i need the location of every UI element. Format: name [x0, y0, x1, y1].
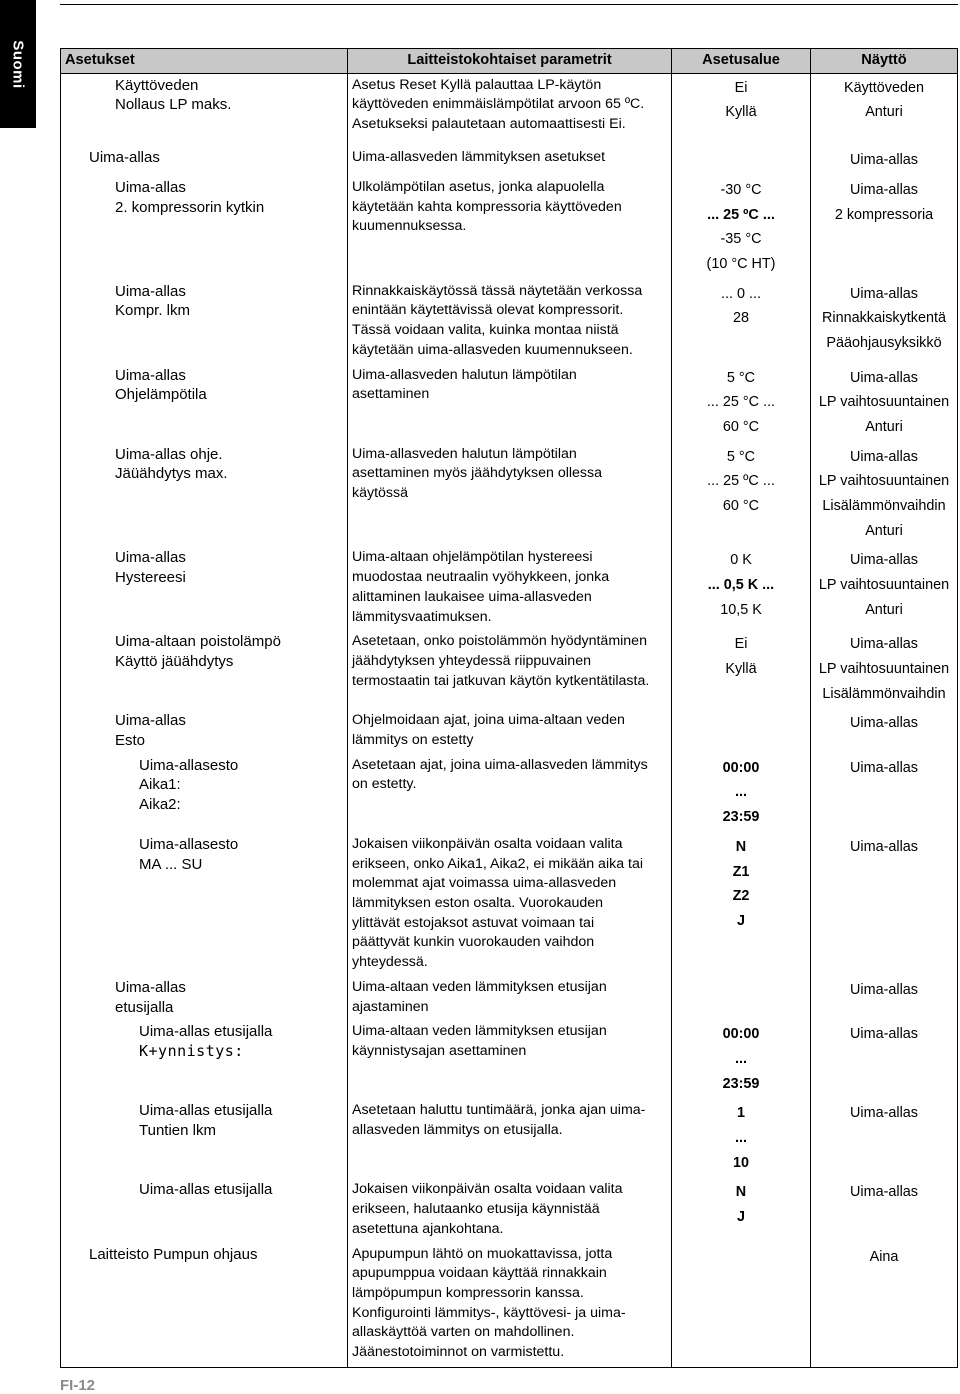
- description-line: Jäänestotoiminnot on varmistettu.: [352, 1344, 565, 1361]
- range-line: ... 0 ...: [721, 285, 761, 302]
- description-line: Asetus Reset Kyllä palauttaa LP-käytön: [352, 76, 602, 93]
- description-cell: [348, 1099, 672, 1178]
- description-line: on estetty.: [352, 776, 417, 793]
- description-line: käytetään uima-allasveden kuumennukseen.: [352, 341, 633, 358]
- description-cell: [348, 833, 672, 976]
- description-line: termostaatin tai jatkuvan käytön kytkentätilasta.: [352, 672, 650, 689]
- display-cell: [811, 364, 958, 443]
- table-row: [61, 280, 958, 364]
- setting-line: Uima-allasesto: [139, 835, 239, 853]
- setting-cell: [61, 709, 348, 753]
- setting-line: Käyttöveden: [115, 76, 199, 94]
- setting-cell: [61, 630, 348, 709]
- display-line: Anturi: [865, 601, 903, 618]
- description-line: alittaminen laukaisee uima-allasveden: [352, 588, 592, 605]
- table-row: [61, 146, 958, 176]
- setting-cell: [61, 976, 348, 1020]
- setting-line: Käyttö jäüähdytys: [115, 652, 234, 670]
- display-line: LP vaihtosuuntainen: [818, 473, 950, 490]
- table-row: [61, 364, 958, 443]
- description-cell: [348, 364, 672, 443]
- setting-line: Uima-allas: [115, 978, 186, 996]
- setting-line: 2. kompressorin kytkin: [115, 198, 265, 216]
- description-line: yhteydessä.: [352, 954, 428, 971]
- description-line: Asetetaan, onko poistolämmön hyödyntäminen: [352, 633, 647, 650]
- description-line: Uima-altaan ohjelämpötilan hystereesi: [352, 549, 593, 566]
- range-line: (10 °C HT): [706, 256, 776, 273]
- range-line: 00:00: [722, 1026, 760, 1043]
- description-line: Asetukseksi palautetaan automaattisesti Ei.: [352, 116, 626, 133]
- setting-cell: [61, 176, 348, 280]
- display-line: Anturi: [865, 104, 903, 121]
- range-line: ...: [735, 1050, 747, 1067]
- description-line: Uima-allasveden halutun lämpötilan: [352, 445, 577, 462]
- description-line: kuumennuksessa.: [352, 218, 467, 235]
- display-line: Uima-allas: [850, 152, 918, 169]
- description-line: päättyvät kunkin vuorokauden vaihdon: [352, 934, 595, 951]
- range-line: Kyllä: [725, 104, 757, 121]
- range-line: 0 K: [730, 552, 752, 569]
- description-line: Asetetaan ajat, joina uima-allasveden lämmitys: [352, 756, 648, 773]
- description-line: Uima-altaan veden lämmityksen etusijan: [352, 978, 607, 995]
- display-cell: [811, 709, 958, 753]
- description-line: Ohjelmoidaan ajat, joina uima-altaan veden: [352, 712, 625, 729]
- table-row: [61, 443, 958, 547]
- display-line: Pääohjausyksikkö: [826, 335, 942, 352]
- setting-line: Uima-allas etusijalla: [139, 1181, 273, 1199]
- display-cell: [811, 1099, 958, 1178]
- setting-cell: [61, 146, 348, 176]
- range-line: J: [736, 1209, 745, 1226]
- range-cell: [672, 546, 811, 630]
- setting-line: Kompr. lkm: [115, 302, 191, 320]
- display-line: Uima-allas: [850, 838, 918, 855]
- description-line: apupumppua voidaan käyttää rinnakkain: [352, 1265, 607, 1282]
- setting-line: Uima-allas etusijalla: [139, 1102, 273, 1120]
- setting-line: Uima-allas etusijalla: [139, 1023, 273, 1041]
- setting-line: Uima-allas: [115, 282, 186, 300]
- display-line: LP vaihtosuuntainen: [818, 394, 950, 411]
- display-cell: [811, 73, 958, 146]
- display-line: Käyttöveden: [843, 79, 924, 96]
- range-cell: [672, 709, 811, 753]
- display-line: Uima-allas: [850, 285, 918, 302]
- header-description: Laitteistokohtaiset parametrit: [348, 49, 672, 74]
- description-line: erikseen, onko Aika1, Aika2, ei mikään aika tai: [352, 855, 644, 872]
- description-line: Apupumpun lähtö on muokattavissa, jotta: [352, 1245, 613, 1262]
- setting-line: Nollaus LP maks.: [115, 96, 232, 114]
- display-cell: [811, 146, 958, 176]
- setting-line: Ohjelämpötila: [115, 386, 207, 404]
- range-line: N: [735, 838, 747, 855]
- setting-line: Laitteisto Pumpun ohjaus: [89, 1245, 258, 1263]
- description-line: Jokaisen viikonpäivän osalta voidaan valita: [352, 835, 623, 852]
- description-cell: [348, 976, 672, 1020]
- display-cell: [811, 833, 958, 976]
- display-line: Aina: [869, 1248, 899, 1265]
- description-line: käytetään kahta kompressoria käyttöveden: [352, 198, 622, 215]
- display-line: LP vaihtosuuntainen: [818, 577, 950, 594]
- setting-cell: [61, 1099, 348, 1178]
- setting-line: Uima-allas: [115, 178, 186, 196]
- setting-line: Jäüähdytys max.: [115, 465, 228, 483]
- setting-line: Esto: [115, 732, 146, 750]
- range-cell: [672, 73, 811, 146]
- setting-line: Uima-allas: [89, 149, 160, 167]
- description-cell: [348, 546, 672, 630]
- range-line: 23:59: [722, 809, 760, 826]
- setting-line: Uima-allas: [115, 712, 186, 730]
- display-line: Uima-allas: [850, 1184, 918, 1201]
- description-line: käytössä: [352, 485, 408, 502]
- display-cell: [811, 546, 958, 630]
- display-line: Uima-allas: [850, 552, 918, 569]
- description-cell: [348, 709, 672, 753]
- description-line: asettaminen myös jäähdytyksen ollessa: [352, 465, 602, 482]
- setting-cell: [61, 1020, 348, 1099]
- display-cell: [811, 280, 958, 364]
- description-cell: [348, 754, 672, 833]
- range-line: 1: [736, 1105, 745, 1122]
- range-line: Z2: [732, 888, 750, 905]
- range-line: J: [736, 913, 745, 929]
- setting-cell: [61, 73, 348, 146]
- display-line: Lisälämmönvaihdin: [822, 685, 946, 702]
- description-line: ylittävät estojaksot astuvat voimaan tai: [352, 914, 595, 931]
- setting-cell: [61, 280, 348, 364]
- setting-cell: [61, 833, 348, 976]
- display-line: Uima-allas: [850, 369, 918, 386]
- description-line: Tässä voidaan valita, kuinka montaa niistä: [352, 322, 619, 339]
- range-line: 60 °C: [722, 418, 760, 435]
- range-cell: [672, 754, 811, 833]
- range-cell: [672, 280, 811, 364]
- range-line: 10,5 K: [720, 601, 762, 618]
- range-line: ...: [735, 1130, 747, 1147]
- display-cell: [811, 176, 958, 280]
- description-line: ajastaminen: [352, 998, 429, 1015]
- range-cell: [672, 630, 811, 709]
- setting-cell: [61, 443, 348, 547]
- description-cell: [348, 176, 672, 280]
- setting-line: K+ynnistys:: [139, 1041, 244, 1060]
- range-line: N: [735, 1184, 747, 1201]
- header-row: [61, 49, 958, 74]
- table-row: [61, 976, 958, 1020]
- description-cell: [348, 1020, 672, 1099]
- setting-line: Aika1:: [139, 776, 181, 794]
- range-line: 5 °C: [726, 369, 756, 386]
- description-line: Asetetaan haluttu tuntimäärä, jonka ajan uima-: [352, 1102, 646, 1119]
- description-line: erikseen, halutaanko etusija käynnistää: [352, 1201, 600, 1218]
- display-line: Uima-allas: [850, 759, 918, 776]
- description-line: jäähdytyksen yhteydessä riippuvainen: [352, 652, 591, 669]
- description-line: asetettuna ajankohtana.: [352, 1220, 504, 1237]
- table-row: [61, 73, 958, 146]
- range-cell: [672, 364, 811, 443]
- setting-line: Hystereesi: [115, 569, 186, 587]
- description-cell: [348, 280, 672, 364]
- display-line: Uima-allas: [850, 1105, 918, 1122]
- description-line: lämmitys on estetty: [352, 732, 474, 749]
- description-line: allaskäyttöä varten on mahdollinen.: [352, 1324, 575, 1341]
- description-line: käyttöveden enimmäislämpötilat arvoon 65 ºC.: [352, 96, 645, 113]
- top-rule: [60, 4, 958, 5]
- range-line: ... 0,5 K ...: [707, 577, 775, 594]
- setting-cell: [61, 364, 348, 443]
- display-cell: [811, 754, 958, 833]
- setting-line: Uima-altaan poistolämpö: [115, 633, 281, 651]
- table-row: [61, 176, 958, 280]
- range-line: Ei: [734, 79, 748, 96]
- header-setting: Asetukset: [61, 49, 348, 74]
- display-line: Uima-allas: [850, 448, 918, 465]
- description-line: asettaminen: [352, 386, 430, 403]
- description-line: enintään käytettävissä olevat kompressorit.: [352, 302, 624, 319]
- display-line: Anturi: [865, 418, 903, 435]
- description-line: lämmitysvaatimuksen.: [352, 608, 492, 625]
- range-line: 5 °C: [726, 448, 756, 465]
- setting-line: Uima-allas ohje.: [115, 445, 223, 463]
- range-line: 28: [732, 310, 749, 327]
- description-line: lämpöpumpun kompressorin kanssa.: [352, 1284, 584, 1301]
- range-cell: [672, 1243, 811, 1368]
- table-row: [61, 709, 958, 753]
- range-cell: [672, 1099, 811, 1178]
- display-line: LP vaihtosuuntainen: [818, 660, 950, 677]
- description-line: molemmat ajat voimassa uima-allasveden: [352, 875, 617, 892]
- description-line: käynnistysajan asettaminen: [352, 1042, 527, 1059]
- parameter-table: [60, 48, 958, 1368]
- language-tab: [0, 0, 36, 128]
- description-line: muodostaa neutraalin vyöhykkeen, jonka: [352, 569, 610, 586]
- range-line: Kyllä: [725, 660, 757, 677]
- description-line: Uima-altaan veden lämmityksen etusijan: [352, 1023, 607, 1040]
- description-cell: [348, 1178, 672, 1242]
- range-line: -35 °C: [720, 231, 762, 248]
- description-line: Uima-allasveden lämmityksen asetukset: [352, 149, 606, 166]
- description-line: Rinnakkaiskäytössä tässä näytetään verkossa: [352, 282, 643, 299]
- setting-line: Tuntien lkm: [139, 1122, 216, 1140]
- display-cell: [811, 1243, 958, 1368]
- range-cell: [672, 443, 811, 547]
- range-line: ... 25 ºC ...: [707, 473, 775, 490]
- range-cell: [672, 146, 811, 176]
- display-cell: [811, 976, 958, 1020]
- range-line: Z1: [732, 863, 750, 880]
- range-line: ... 25 ºC ...: [707, 206, 775, 223]
- header-range: Asetusalue: [672, 49, 811, 74]
- range-line: 10: [732, 1154, 749, 1171]
- setting-line: MA ... SU: [139, 855, 203, 873]
- table-row: [61, 1243, 958, 1368]
- display-cell: [811, 1020, 958, 1099]
- table-row: [61, 1099, 958, 1178]
- setting-cell: [61, 754, 348, 833]
- range-line: 23:59: [722, 1075, 760, 1092]
- display-cell: [811, 630, 958, 709]
- table-row: [61, 630, 958, 709]
- setting-cell: [61, 1243, 348, 1368]
- range-cell: [672, 1178, 811, 1242]
- setting-line: Uima-allas: [115, 366, 186, 384]
- table-row: [61, 833, 958, 976]
- display-line: Uima-allas: [850, 1026, 918, 1043]
- setting-cell: [61, 546, 348, 630]
- range-cell: [672, 833, 811, 976]
- range-line: Ei: [734, 636, 748, 653]
- setting-line: Uima-allas: [115, 549, 186, 567]
- description-cell: [348, 73, 672, 146]
- setting-line: etusijalla: [115, 998, 174, 1016]
- description-line: Jokaisen viikonpäivän osalta voidaan valita: [352, 1181, 623, 1198]
- display-line: Uima-allas: [850, 715, 918, 732]
- display-line: Lisälämmönvaihdin: [822, 498, 946, 515]
- range-cell: [672, 176, 811, 280]
- range-line: -30 °C: [720, 181, 762, 198]
- display-cell: [811, 443, 958, 547]
- table-row: [61, 546, 958, 630]
- range-cell: [672, 976, 811, 1020]
- header-display: Näyttö: [811, 49, 958, 74]
- description-line: Uima-allasveden halutun lämpötilan: [352, 366, 577, 383]
- description-cell: [348, 630, 672, 709]
- description-cell: [348, 443, 672, 547]
- display-line: Uima-allas: [850, 636, 918, 653]
- table-row: [61, 754, 958, 833]
- description-line: Konfigurointi lämmitys-, käyttövesi- ja uima-: [352, 1304, 626, 1321]
- page-number: FI-12: [60, 1377, 96, 1394]
- display-line: Uima-allas: [850, 181, 918, 198]
- range-line: ...: [735, 784, 747, 801]
- display-cell: [811, 1178, 958, 1242]
- range-line: 00:00: [722, 759, 760, 776]
- description-line: allasveden lämmitys on etusijalla.: [352, 1122, 563, 1139]
- range-cell: [672, 1020, 811, 1099]
- description-cell: [348, 1243, 672, 1368]
- description-line: lämmityksen eston osalta. Vuorokauden: [352, 895, 604, 911]
- description-cell: [348, 146, 672, 176]
- display-line: Anturi: [865, 522, 903, 539]
- setting-line: Uima-allasesto: [139, 756, 239, 774]
- language-tab-label: Suomi: [9, 39, 27, 89]
- table-row: [61, 1020, 958, 1099]
- display-line: Uima-allas: [850, 981, 918, 998]
- description-line: Ulkolämpötilan asetus, jonka alapuolella: [352, 178, 605, 195]
- display-line: 2 kompressoria: [834, 206, 934, 223]
- range-line: 60 °C: [722, 498, 760, 515]
- setting-cell: [61, 1178, 348, 1242]
- setting-line: Aika2:: [139, 796, 181, 814]
- table-row: [61, 1178, 958, 1242]
- range-line: ... 25 °C ...: [706, 394, 776, 411]
- display-line: Rinnakkaiskytkentä: [822, 310, 946, 327]
